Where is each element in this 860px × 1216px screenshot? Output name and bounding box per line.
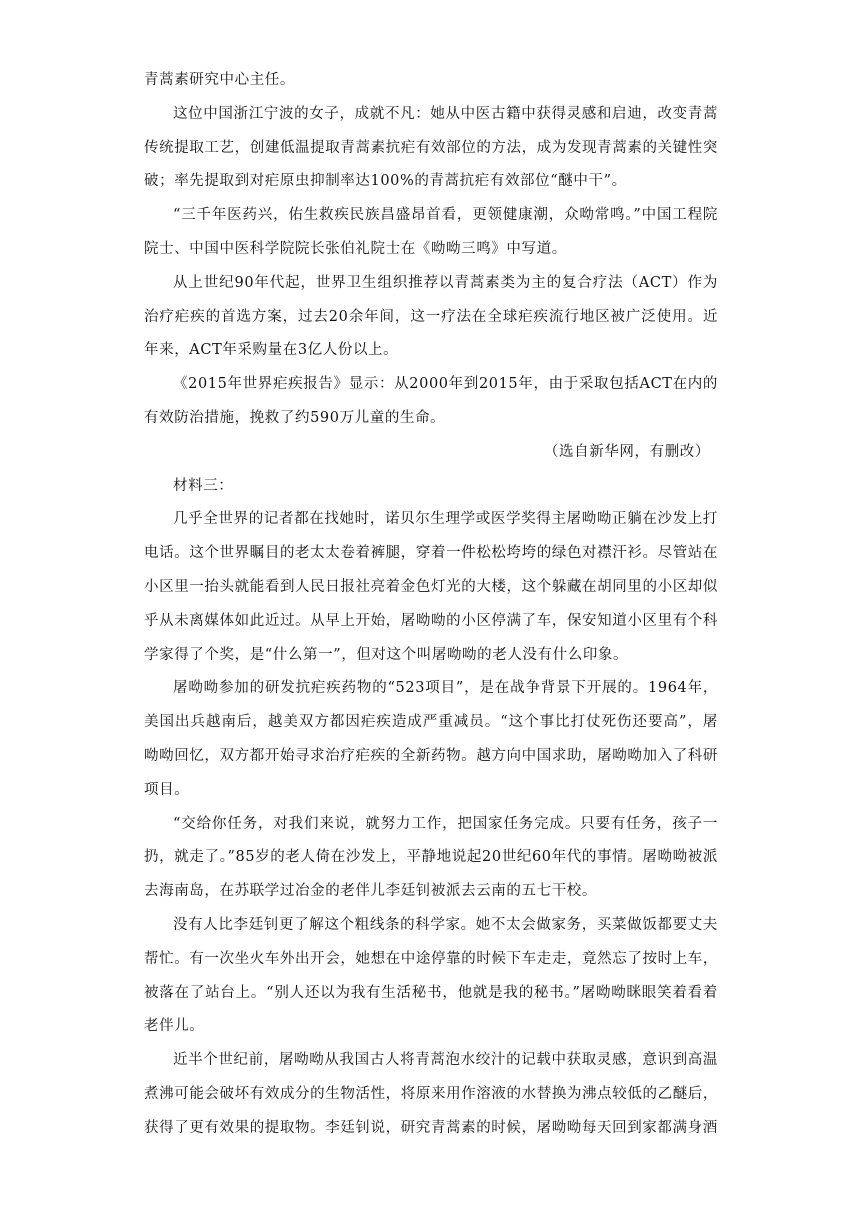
paragraph-act-therapy: 从上世纪90年代起，世界卫生组织推荐以青蒿素类为主的复合疗法（ACT）作为治疗疟疾的首选方案，过去20余年间，这一疗法在全球疟疾流行地区被广泛使用。近年来，ACT年采购量在3亿人份以上。 [144, 274, 718, 359]
paragraph-523-project: 屠呦呦参加的研发抗疟疾药物的“523项目”，是在战争背景下开展的。1964年，美国出兵越南后，越美双方都因疟疾造成严重减员。“这个事比打仗死伤还要高”，屠呦呦回忆，双方都开始寻求治疗疟疾的全新药物。越方向中国求助，屠呦呦加入了科研项目。 [144, 680, 718, 798]
paragraph-task-quote: “交给你任务，对我们来说，就努力工作，把国家任务完成。只要有任务，孩子一扔，就走了。”85岁的老人倚在沙发上，平静地说起20世纪60年代的事情。屠呦呦被派去海南岛，在苏联学过冶金的老伴儿李廷钊被派去云南的五七干校。 [144, 815, 718, 900]
paragraph-malaria-report: 《2015年世界疟疾报告》显示：从2000年到2015年，由于采取包括ACT在内的有效防治措施，挽救了约590万儿童的生命。 [144, 376, 718, 426]
source-note: （选自新华网，有删改） [543, 443, 710, 460]
material-three-heading: 材料三： [173, 477, 234, 494]
paragraph-li-tingzhao: 没有人比李廷钊更了解这个粗线条的科学家。她不太会做家务，买菜做饭都要丈夫帮忙。有一次坐火车外出开会，她想在中途停靠的时候下车走走，竟然忘了按时上车，被落在了站台上。“别人还以为我有生活秘书，他就是我的秘书。”屠呦呦眯眼笑着看着老伴儿。 [144, 916, 718, 1035]
paragraph-tu-achievement: 这位中国浙江宁波的女子，成就不凡：她从中医古籍中获得灵感和启迪，改变青蒿传统提取工艺，创建低温提取青蒿素抗疟有效部位的方法，成为发现青蒿素的关键性突破；率先提取到对疟原虫抑制率达100%的青蒿抗疟有效部位“醚中干”。 [144, 105, 718, 190]
paragraph-reporters: 几乎全世界的记者都在找她时，诺贝尔生理学或医学奖得主屠呦呦正躺在沙发上打电话。这个世界瞩目的老太太卷着裤腿，穿着一件松松垮垮的绿色对襟汗衫。尽管站在小区里一抬头就能看到人民日报社亮着金色灯光的大楼，这个躲藏在胡同里的小区却似乎从未离媒体如此近过。从早上开始，屠呦呦的小区停满了车，保安知道小区里有个科学家得了个奖，是“什么第一”，但对这个叫屠呦呦的老人没有什么印象。 [144, 511, 718, 663]
paragraph-extraction: 近半个世纪前，屠呦呦从我国古人将青蒿泡水绞汁的记载中获取灵感，意识到高温煮沸可能会破坏有效成分的生物活性，将原来用作溶液的水替换为沸点较低的乙醚后，获得了更有效果的提取物。李廷钊说，研究青蒿素的时候，屠呦呦每天回到家都满身酒 [144, 1052, 718, 1136]
paragraph-continuation: 青蒿素研究中心主任。 [144, 72, 295, 88]
document-page [144, 64, 718, 1146]
paragraph-zhang-boli-quote: “三千年医药兴，佑生救疾民族昌盛昂首看，更领健康潮，众呦常鸣。”中国工程院院士、中国中医科学院院长张伯礼院士在《呦呦三鸣》中写道。 [144, 207, 718, 257]
